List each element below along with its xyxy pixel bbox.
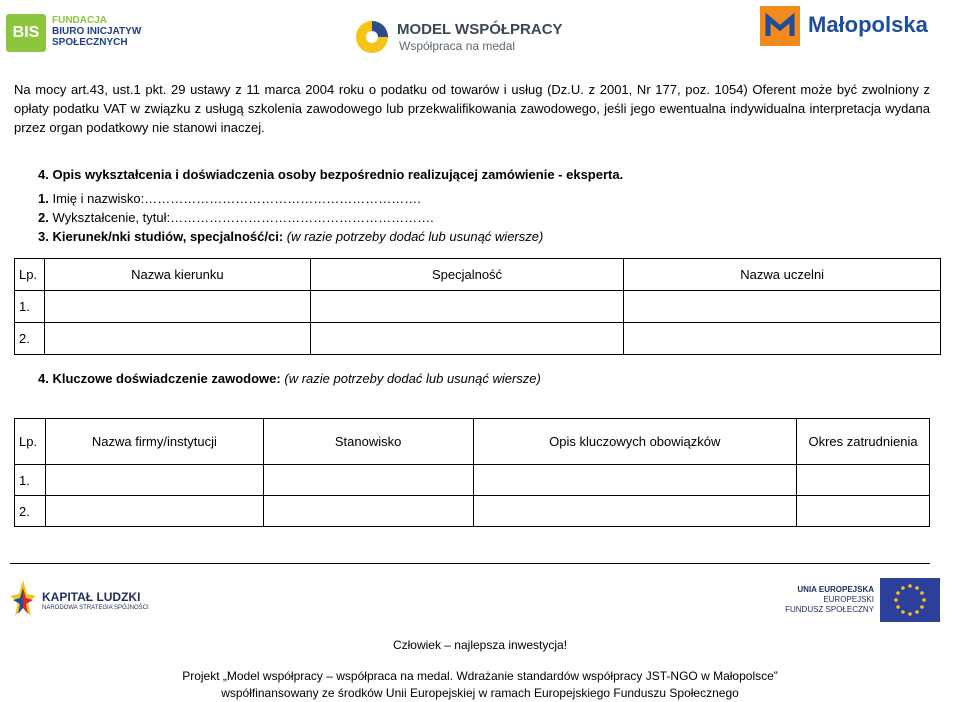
page-header — [0, 0, 960, 68]
item-3-label: Kierunek/nki studiów, specjalność/ci: — [52, 229, 284, 244]
cell-uczelnia[interactable] — [624, 323, 941, 355]
experience-table — [14, 418, 930, 527]
cell-stanowisko[interactable] — [263, 496, 473, 527]
kapital-ludzki-star-icon — [8, 578, 38, 620]
studies-table — [14, 258, 941, 355]
item-2-label: Wykształcenie, tytuł:……………………………………………………. — [52, 210, 434, 225]
cell-okres[interactable] — [797, 496, 930, 527]
cell-okres[interactable] — [797, 465, 930, 496]
header-obowiazki: Opis kluczowych obowiązków — [473, 419, 797, 465]
eu-line-1: UNIA EUROPEJSKA — [797, 585, 874, 594]
table-row — [15, 496, 930, 527]
header-specjalnosc: Specjalność — [310, 259, 624, 291]
bis-line-1: FUNDACJA — [52, 15, 107, 26]
header-lp: Lp. — [15, 259, 45, 291]
header-nazwa-uczelni: Nazwa uczelni — [624, 259, 941, 291]
cell-lp: 2. — [15, 323, 45, 355]
item-3-number: 3. — [38, 229, 49, 244]
malopolska-logo — [760, 4, 960, 48]
section-4-heading: 4. Opis wykształcenia i doświadczenia osoby bezpośrednio realizującej zamówienie - eksperta. — [38, 167, 624, 182]
cell-firma[interactable] — [45, 465, 263, 496]
table-row — [15, 291, 941, 323]
header-stanowisko: Stanowisko — [263, 419, 473, 465]
cell-lp: 1. — [15, 291, 45, 323]
cell-firma[interactable] — [45, 496, 263, 527]
item-1-label: Imię i nazwisko:………………………………………………………. — [52, 191, 421, 206]
experience-heading — [38, 371, 541, 386]
eu-logo — [780, 574, 940, 632]
mw-subtitle: Współpraca na medal — [399, 39, 516, 53]
header-okres: Okres zatrudnienia — [797, 419, 930, 465]
experience-label: Kluczowe doświadczenie zawodowe: — [52, 371, 281, 386]
footer-slogan: Człowiek – najlepsza inwestycja! — [392, 638, 568, 652]
item-studies — [38, 229, 543, 244]
experience-number: 4. — [38, 371, 49, 386]
eu-line-2: EUROPEJSKI — [823, 595, 874, 604]
cell-specjalnosc[interactable] — [310, 291, 624, 323]
header-firma: Nazwa firmy/instytucji — [45, 419, 263, 465]
header-nazwa-kierunku: Nazwa kierunku — [44, 259, 310, 291]
model-wspolpracy-logo-icon — [355, 20, 389, 54]
table-row — [15, 323, 941, 355]
bis-logo-text — [52, 15, 141, 48]
cell-lp: 1. — [15, 465, 46, 496]
table-row — [15, 465, 930, 496]
kl-subtitle: NARODOWA STRATEGIA SPÓJNOŚCI — [42, 605, 149, 611]
kl-title: KAPITAŁ LUDZKI — [42, 590, 141, 604]
cell-obowiazki[interactable] — [473, 496, 797, 527]
cell-kierunek[interactable] — [44, 291, 310, 323]
cell-obowiazki[interactable] — [473, 465, 797, 496]
kapital-ludzki-logo — [8, 578, 168, 624]
eu-text — [785, 585, 874, 615]
footer-divider — [10, 563, 930, 564]
cell-kierunek[interactable] — [44, 323, 310, 355]
intro-paragraph: Na mocy art.43, ust.1 pkt. 29 ustawy z 11 marca 2004 roku o podatku od towarów i usług (Dz.U. z 2001, Nr 177, poz. 1054) Oferent może być zwolniony z opłaty podatku VAT w związku z usługą szkolenia zawodowego lub przekwalifikowania zawodowego, jeśli jego ewentualna indywidualna interpretacja wydana przez organ podatkowy nie stanowi inaczej. — [14, 82, 930, 135]
bis-line-2: BIURO INICJATYW — [52, 26, 142, 37]
eu-line-3: FUNDUSZ SPOŁECZNY — [785, 605, 874, 614]
footer-funding-line: współfinansowany ze środków Unii Europejskiej w ramach Europejskiego Funduszu Społecznego — [221, 686, 739, 700]
item-2-number: 2. — [38, 210, 49, 225]
eu-flag-icon — [880, 578, 940, 622]
malopolska-name: Małopolska — [808, 12, 928, 37]
mw-title: MODEL WSPÓŁPRACY — [397, 21, 563, 38]
cell-specjalnosc[interactable] — [310, 323, 624, 355]
item-education — [38, 210, 434, 225]
experience-note: (w razie potrzeby dodać lub usunąć wiersze) — [284, 371, 541, 386]
bis-logo — [6, 10, 146, 56]
item-name — [38, 191, 421, 206]
bis-logo-icon: BIS — [6, 14, 46, 52]
cell-stanowisko[interactable] — [263, 465, 473, 496]
malopolska-shield-icon — [760, 6, 800, 46]
item-3-note: (w razie potrzeby dodać lub usunąć wiersze) — [286, 229, 544, 244]
item-1-number: 1. — [38, 191, 49, 206]
footer-project-line: Projekt „Model współpracy – współpraca na medal. Wdrażanie standardów współpracy JST-NGO w Małopolsce” — [182, 669, 778, 683]
cell-uczelnia[interactable] — [624, 291, 941, 323]
table-header-row — [15, 259, 941, 291]
table-header-row — [15, 419, 930, 465]
cell-lp: 2. — [15, 496, 46, 527]
header-lp: Lp. — [15, 419, 46, 465]
bis-line-3: SPOŁECZNYCH — [52, 37, 128, 48]
model-wspolpracy-logo — [355, 12, 580, 58]
